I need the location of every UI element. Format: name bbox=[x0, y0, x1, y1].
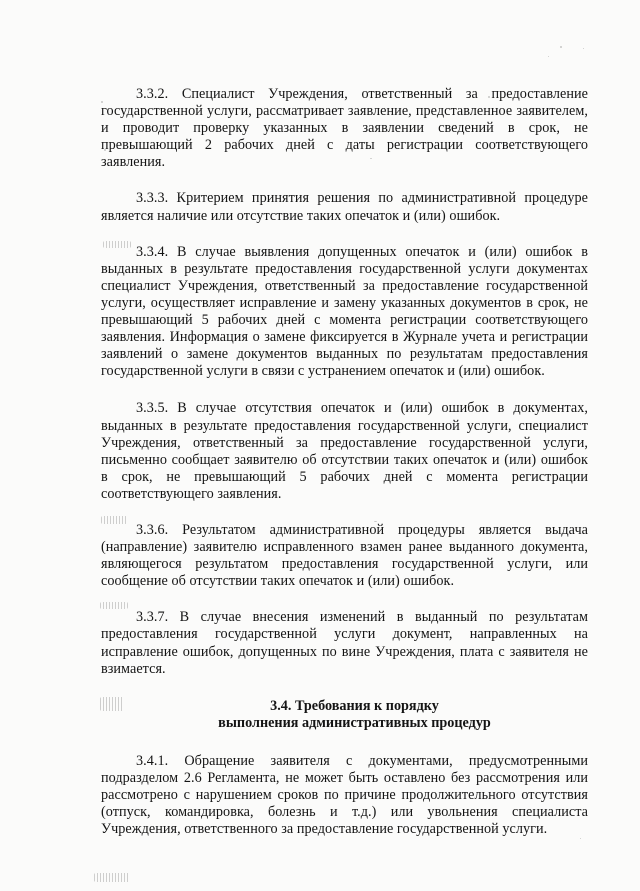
document-body bbox=[101, 86, 588, 838]
paragraph-3-3-4: 3.3.4. В случае выявления допущенных опечаток и (или) ошибок в выданных в результате предоставления государственной услуги документах специалист Учреждения, ответственный за предоставление государственной услуги, осуществляет исправление и замену указанных документов в срок, не превышающий 5 рабочих дней с момента регистрации соответствующего заявления. Информация о замене фиксируется в Журнале учета и регистрации заявлений о замене документов выданных по результатам предоставления государственной услуги в связи с устранением опечаток и (или) ошибок. bbox=[101, 243, 588, 380]
section-heading-line-2: выполнения административных процедур bbox=[218, 714, 491, 731]
paragraph-3-3-3: 3.3.3. Критерием принятия решения по административной процедуре является наличие или отсутствие таких опечаток и (или) ошибок. bbox=[101, 190, 588, 224]
paragraph-3-3-7: 3.3.7. В случае внесения изменений в выданный по результатам предоставления государственной услуги документ, направленных на исправление ошибок, допущенных по вине Учреждения, плата с заявителя не взимается. bbox=[101, 609, 588, 677]
section-heading-line-1: 3.4. Требования к порядку bbox=[270, 697, 439, 714]
paragraph-3-3-6: 3.3.6. Результатом административной процедуры является выдача (направление) заявителю исправленного взамен ранее выданного документа, являющегося результатом предоставления государственной услуги, или сообщение об отсутствии таких опечаток и (или) ошибок. bbox=[101, 521, 588, 590]
paragraph-3-4-1: 3.4.1. Обращение заявителя с документами, предусмотренными подразделом 2.6 Регламента, не может быть оставлено без рассмотрения или рассмотрено с нарушением сроков по причине продолжительного отсутствия (отпуск, командировка, болезнь и т.д.) или увольнения специалиста Учреждения, ответственного за предоставление государственной услуги. bbox=[101, 752, 588, 838]
scan-speck bbox=[583, 48, 584, 49]
scan-speck bbox=[560, 46, 562, 48]
scan-speck bbox=[548, 56, 549, 57]
paragraph-3-3-2: 3.3.2. Специалист Учреждения, ответственный за предоставление государственной услуги, рассматривает заявление, представленное заявителем, и проводит проверку указанных в заявлении сведений в срок, не превышающий 2 рабочих дней с даты регистрации соответствующего заявления. bbox=[101, 86, 588, 171]
section-heading-3-4 bbox=[101, 698, 588, 732]
paragraph-3-3-5: 3.3.5. В случае отсутствия опечаток и (или) ошибок в документах, выданных в результате предоставления государственной услуги, специалист Учреждения, ответственный за предоставление государственной услуги, письменно сообщает заявителю об отсутствии таких опечаток и (или) ошибок в срок, не превышающий 5 рабочих дней с момента регистрации соответствующего заявления. bbox=[101, 400, 588, 502]
scan-smudge bbox=[94, 873, 130, 882]
